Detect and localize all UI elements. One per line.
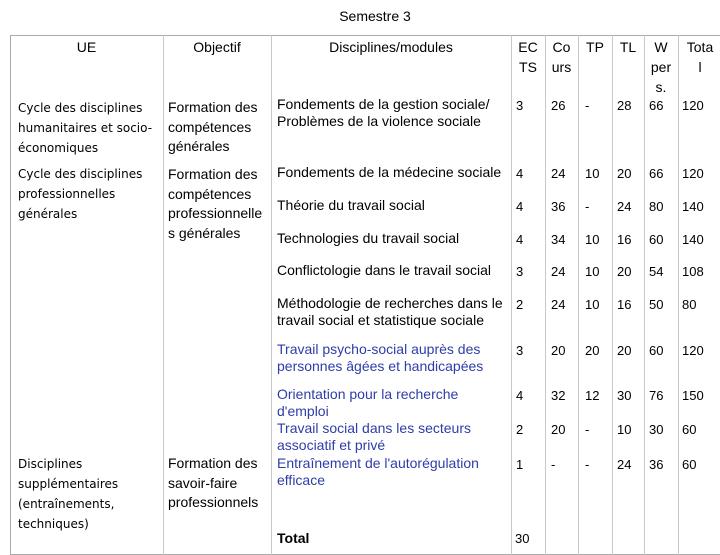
discipline-line: Fondements de la médecine sociale — [277, 164, 502, 180]
discipline-line: Fondements de la gestion sociale/ — [277, 96, 490, 112]
objectif-generales — [168, 98, 268, 157]
cell-tp: - — [585, 457, 590, 472]
discipline-name — [277, 295, 509, 329]
ue-line: humanitaires et socio- — [18, 121, 153, 135]
cell-w: 54 — [649, 264, 664, 279]
cell-cours: 24 — [551, 297, 566, 312]
discipline-name — [277, 341, 509, 375]
header-ects — [511, 37, 545, 77]
cell-ects: 2 — [516, 297, 524, 312]
discipline-line: associatif et privé — [277, 437, 386, 453]
cell-total: 120 — [682, 98, 704, 113]
cell-cours: 36 — [551, 199, 566, 214]
cell-cours: 20 — [551, 422, 566, 437]
header-w — [644, 37, 678, 97]
header-tl: TL — [619, 39, 637, 55]
objectif-line: professionnelle — [168, 205, 263, 221]
cell-tp: - — [585, 422, 590, 437]
cell-cours: 26 — [551, 98, 566, 113]
discipline-line: Technologies du travail social — [277, 230, 460, 246]
cell-total: 80 — [682, 297, 697, 312]
ue-line: (entraînements, — [18, 497, 115, 511]
objectif-line: Formation des — [168, 99, 258, 115]
cell-tl: 10 — [617, 422, 632, 437]
cell-cours: 34 — [551, 232, 566, 247]
column-divider — [163, 35, 164, 555]
discipline-line: d'emploi — [277, 403, 329, 419]
cell-total: 120 — [682, 343, 704, 358]
cell-cours: 32 — [551, 388, 566, 403]
cell-ects: 4 — [516, 388, 524, 403]
discipline-line: Problèmes de la violence sociale — [277, 113, 481, 129]
discipline-line: Entraînement de l'autorégulation — [277, 455, 479, 471]
page-title: Semestre 3 — [339, 8, 411, 24]
cell-ects: 3 — [516, 98, 524, 113]
column-divider — [545, 35, 546, 555]
discipline-name — [277, 262, 509, 279]
cell-w: 60 — [649, 232, 664, 247]
cell-ects: 4 — [516, 232, 524, 247]
objectif-line: Formation des — [168, 166, 258, 182]
cell-tl: 20 — [617, 166, 632, 181]
discipline-name — [277, 96, 509, 130]
cell-total: 140 — [682, 199, 704, 214]
cell-total: 60 — [682, 457, 697, 472]
cell-w: 76 — [649, 388, 664, 403]
cell-total: 150 — [682, 388, 704, 403]
objectif-line: s générales — [168, 224, 241, 241]
objectif-line: compétences — [168, 185, 252, 202]
ue-line: professionnelles — [18, 187, 116, 201]
cell-tl: 24 — [617, 457, 632, 472]
discipline-name — [277, 386, 509, 420]
discipline-name — [277, 420, 509, 454]
header-cours-line: urs — [551, 59, 572, 75]
ue-humanitaires — [18, 98, 163, 158]
discipline-line: Conflictologie dans le travail social — [277, 262, 491, 278]
discipline-name — [277, 230, 509, 247]
header-objectif: Objectif — [193, 39, 241, 55]
cell-tp: 20 — [585, 343, 600, 358]
cell-total: 60 — [682, 422, 697, 437]
ects-total: 30 — [515, 531, 530, 546]
cell-tp: 12 — [585, 388, 600, 403]
objectif-line: professionnels — [168, 494, 259, 510]
cell-tl: 16 — [617, 297, 632, 312]
cell-ects: 4 — [516, 166, 524, 181]
ue-line: techniques) — [18, 517, 89, 531]
cell-total: 108 — [682, 264, 704, 279]
cell-cours: 24 — [551, 264, 566, 279]
total-label: Total — [277, 530, 310, 546]
cell-w: 30 — [649, 422, 664, 437]
cell-tl: 28 — [617, 98, 632, 113]
header-w-line: per — [650, 59, 672, 75]
ue-professionnelles — [18, 164, 163, 224]
cell-tl: 20 — [617, 264, 632, 279]
ue-line: économiques — [18, 141, 99, 155]
cell-ects: 3 — [516, 264, 524, 279]
discipline-line: Travail psycho-social auprès des — [277, 341, 481, 357]
cell-w: 36 — [649, 457, 664, 472]
cell-cours: - — [551, 457, 556, 472]
column-divider — [578, 35, 579, 555]
header-cours-line: Co — [552, 39, 571, 55]
header-total-line: l — [698, 59, 702, 75]
ue-line: Disciplines — [18, 457, 83, 471]
objectif-line: compétences — [168, 118, 252, 135]
cell-w: 66 — [649, 98, 664, 113]
cell-total: 120 — [682, 166, 704, 181]
cell-tl: 20 — [617, 343, 632, 358]
discipline-line: Travail social dans les secteurs — [277, 420, 472, 436]
cell-tl: 30 — [617, 388, 632, 403]
discipline-name — [277, 197, 509, 214]
cell-ects: 1 — [516, 457, 524, 472]
discipline-line: travail social et statistique sociale — [277, 312, 484, 328]
ue-supplementaires — [18, 454, 163, 534]
cell-cours: 20 — [551, 343, 566, 358]
column-divider — [511, 35, 512, 555]
cell-tp: 10 — [585, 166, 600, 181]
discipline-line: Méthodologie de recherches dans le — [277, 295, 503, 311]
cell-total: 140 — [682, 232, 704, 247]
column-divider — [612, 35, 613, 555]
header-tp: TP — [586, 39, 604, 55]
header-total — [678, 37, 720, 77]
objectif-savoir — [168, 454, 268, 513]
header-disciplines: Disciplines/modules — [329, 39, 453, 55]
discipline-name — [277, 455, 509, 489]
cell-tl: 16 — [617, 232, 632, 247]
discipline-line: personnes âgées et handicapées — [277, 358, 484, 374]
cell-w: 60 — [649, 343, 664, 358]
discipline-line: Orientation pour la recherche — [277, 386, 459, 402]
header-ue: UE — [76, 39, 97, 55]
header-w-line: s. — [655, 79, 667, 95]
discipline-line: Théorie du travail social — [277, 197, 425, 213]
objectif-line: savoir-faire — [168, 474, 238, 491]
header-ects-line: EC — [518, 39, 538, 55]
ue-line: générales — [18, 207, 78, 221]
objectif-line: générales — [168, 138, 230, 154]
cell-tp: 10 — [585, 297, 600, 312]
cell-w: 50 — [649, 297, 664, 312]
column-divider — [644, 35, 645, 555]
cell-tp: - — [585, 98, 590, 113]
cell-tl: 24 — [617, 199, 632, 214]
ue-line: Cycle des disciplines — [18, 101, 143, 115]
header-cours — [545, 37, 578, 77]
cell-tp: - — [585, 199, 590, 214]
objectif-professionnelles — [168, 165, 268, 243]
ue-line: supplémentaires — [18, 477, 119, 491]
cell-ects: 2 — [516, 422, 524, 437]
cell-tp: 10 — [585, 264, 600, 279]
header-total-line: Tota — [686, 39, 714, 55]
header-w-line: W — [654, 39, 668, 55]
ue-line: Cycle des disciplines — [18, 167, 143, 181]
cell-ects: 3 — [516, 343, 524, 358]
discipline-line: efficace — [277, 472, 325, 488]
discipline-name — [277, 164, 509, 181]
cell-cours: 24 — [551, 166, 566, 181]
cell-w: 80 — [649, 199, 664, 214]
objectif-line: Formation des — [168, 455, 258, 471]
header-ects-line: TS — [519, 59, 537, 75]
cell-ects: 4 — [516, 199, 524, 214]
cell-tp: 10 — [585, 232, 600, 247]
column-divider — [678, 35, 679, 555]
column-divider — [271, 35, 272, 555]
cell-w: 66 — [649, 166, 664, 181]
